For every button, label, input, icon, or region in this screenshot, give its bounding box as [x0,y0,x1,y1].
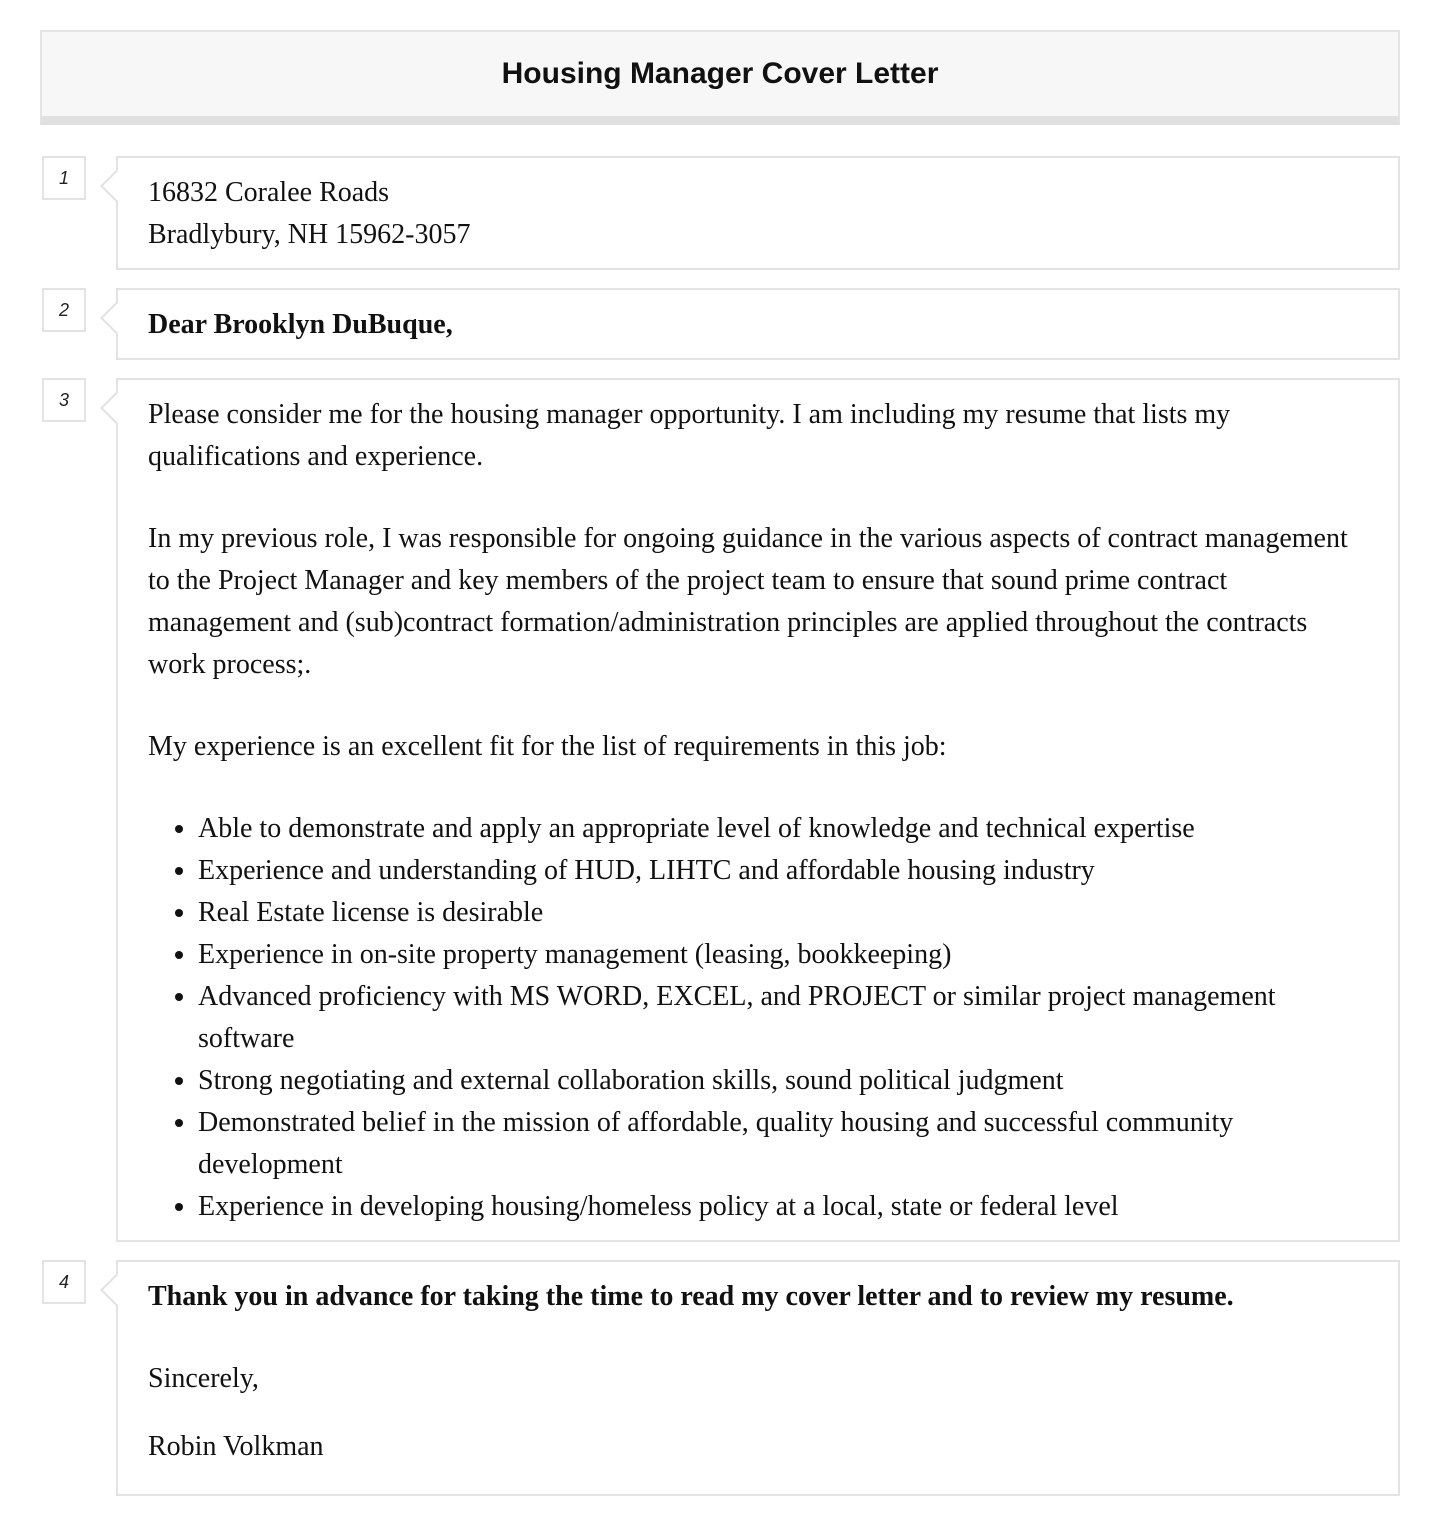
requirements-list [148,808,1368,1228]
experience-paragraph: In my previous role, I was responsible for ongoing guidance in the various aspects of contract management to the Project Manager and key members of the project team to ensure that sound prime contract management and (sub)contract formation/administration principles are applied throughout the contracts work process;. [148,523,1348,680]
list-item: • Strong negotiating and external collaboration skills, sound political judgment [198,1060,1368,1102]
section-number: 1 [42,156,86,200]
closing-box [116,1260,1400,1496]
section-number: 4 [42,1260,86,1304]
list-item: • Experience in developing housing/homeless policy at a local, state or federal level [198,1186,1368,1228]
closing-statement: Thank you in advance for taking the time to read my cover letter and to review my resume. [148,1281,1234,1312]
list-item: • Able to demonstrate and apply an appropriate level of knowledge and technical expertise [198,808,1368,850]
greeting: Dear Brooklyn DuBuque, [148,309,453,340]
section-number: 2 [42,288,86,332]
list-item: • Advanced proficiency with MS WORD, EXCEL, and PROJECT or similar project management software [198,976,1368,1060]
intro-paragraph: Please consider me for the housing manager opportunity. I am including my resume that lists my qualifications and experience. [148,399,1231,472]
document-title-bar [40,30,1400,125]
list-item: • Demonstrated belief in the mission of affordable, quality housing and successful community development [198,1102,1368,1186]
section-number: 3 [42,378,86,422]
page-title: Housing Manager Cover Letter [501,57,939,90]
list-item: • Experience in on-site property management (leasing, bookkeeping) [198,934,1368,976]
sign-off: Sincerely, [148,1363,259,1394]
address-line-2: Bradlybury, NH 15962-3057 [148,219,471,250]
list-item: • Experience and understanding of HUD, LIHTC and affordable housing industry [198,850,1368,892]
address-box [116,156,1400,270]
signature-name: Robin Volkman [148,1431,324,1462]
body-box [116,378,1400,1242]
list-item: • Real Estate license is desirable [198,892,1368,934]
requirements-intro: My experience is an excellent fit for the list of requirements in this job: [148,731,947,762]
address-line-1: 16832 Coralee Roads [148,177,390,208]
greeting-box [116,288,1400,360]
